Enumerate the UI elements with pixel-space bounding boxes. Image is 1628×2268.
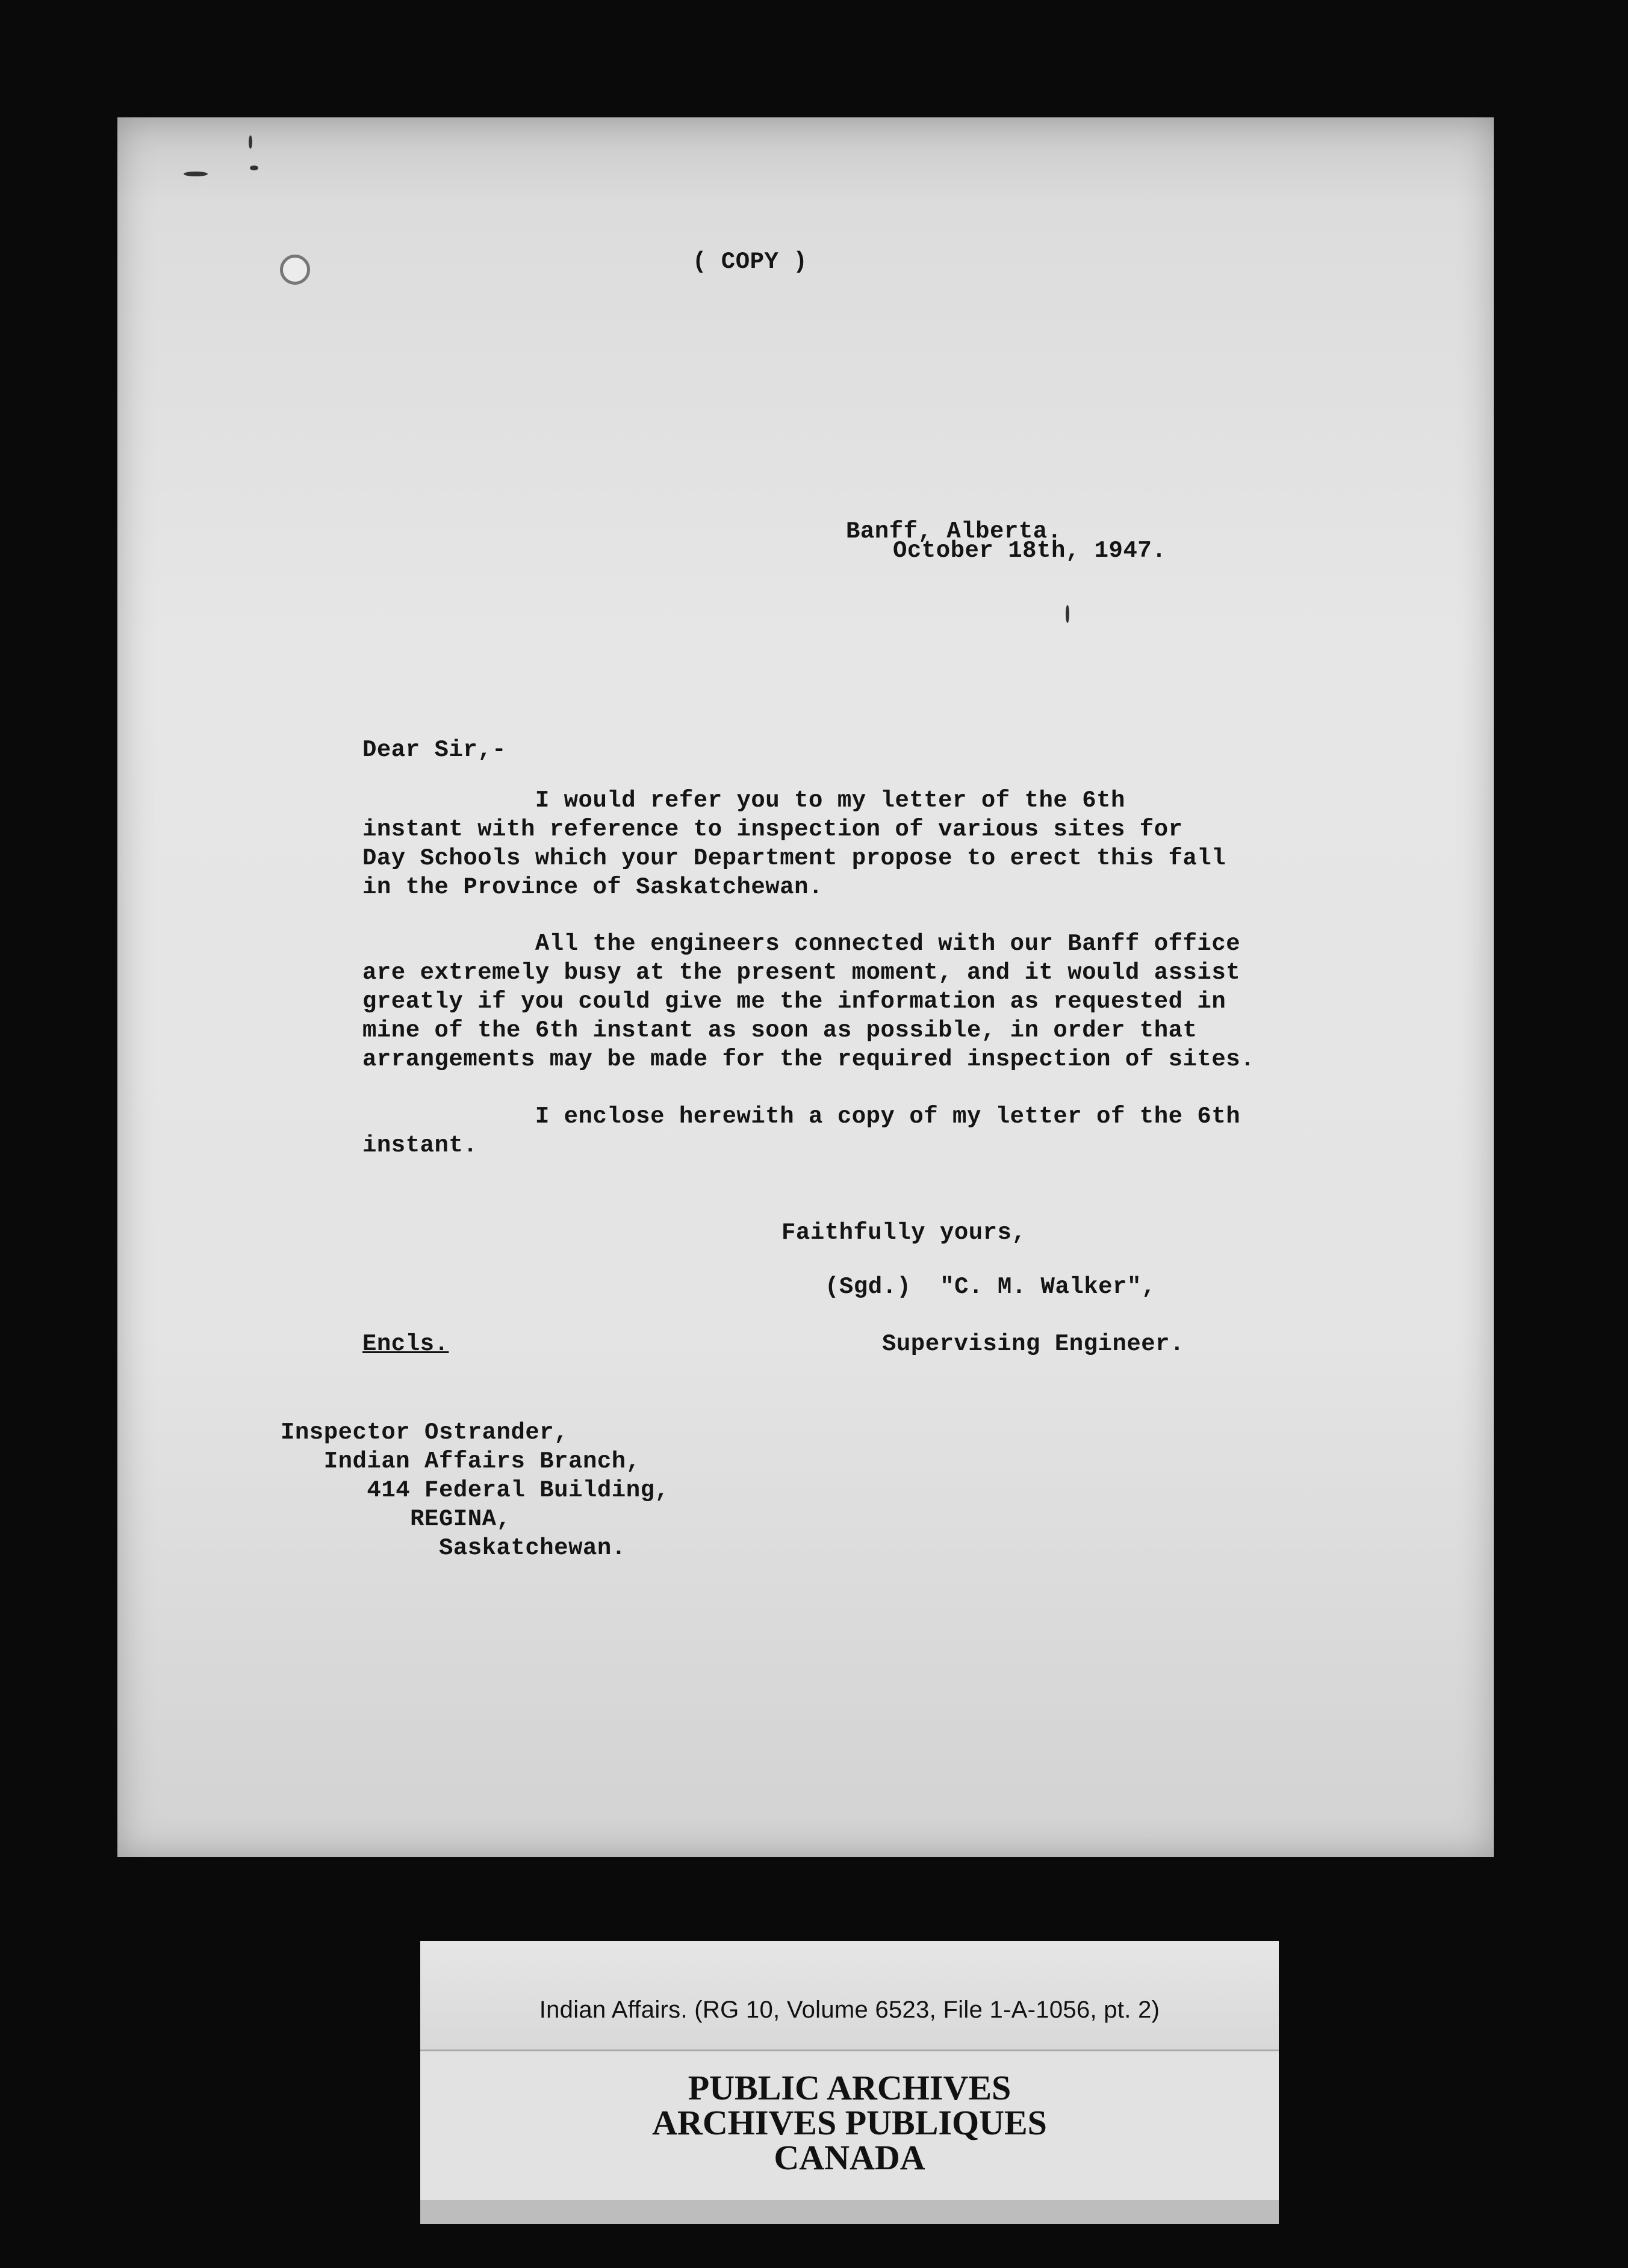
letter-place: Banff, Alberta. — [846, 518, 1062, 545]
paragraph-line: I would refer you to my letter of the 6th — [362, 787, 1125, 814]
archive-stamp-line: PUBLIC ARCHIVES — [688, 2068, 1011, 2107]
archive-label — [420, 1941, 1279, 2224]
archive-reference: Indian Affairs. (RG 10, Volume 6523, File 1-A-1056, pt. 2) — [539, 1997, 1160, 2023]
paragraph-line: All the engineers connected with our Banff office — [362, 931, 1241, 957]
paragraph-line: arrangements may be made for the required inspection of sites. — [362, 1046, 1255, 1073]
paragraph-line: Day Schools which your Department propose to erect this fall — [362, 845, 1226, 872]
punch-hole — [280, 255, 310, 285]
paragraph-line: are extremely busy at the present moment, and it would assist — [362, 959, 1241, 986]
closing: Faithfully yours, — [781, 1219, 1027, 1246]
speck — [249, 135, 252, 149]
address-line: 414 Federal Building, — [281, 1477, 670, 1504]
address-line: Saskatchewan. — [281, 1535, 626, 1561]
enclosures: Encls. — [362, 1331, 449, 1357]
paragraph-line: greatly if you could give me the information as requested in — [362, 988, 1226, 1015]
archive-stamp-line: CANADA — [774, 2138, 925, 2177]
archive-label-bottom — [420, 2200, 1279, 2224]
letter-date: October 18th, 1947. — [893, 538, 1167, 564]
address-line: REGINA, — [281, 1506, 511, 1532]
speck — [184, 172, 208, 176]
paragraph-line: instant. — [362, 1132, 478, 1159]
paragraph-line: instant with reference to inspection of various sites for — [362, 816, 1183, 843]
paragraph-line: mine of the 6th instant as soon as possible, in order that — [362, 1017, 1198, 1044]
speck — [250, 166, 258, 170]
salutation: Dear Sir,- — [362, 737, 507, 763]
paragraph-line: in the Province of Saskatchewan. — [362, 874, 823, 900]
speck — [1066, 605, 1069, 623]
archive-stamp — [420, 2068, 1279, 2177]
archive-stamp-line: ARCHIVES PUBLIQUES — [652, 2103, 1047, 2142]
address-line: Indian Affairs Branch, — [281, 1448, 641, 1475]
paragraph-line: I enclose herewith a copy of my letter of the 6th — [362, 1103, 1241, 1130]
signature: (Sgd.) "C. M. Walker", — [825, 1274, 1156, 1300]
copy-mark: ( COPY ) — [692, 249, 808, 275]
letter-page — [117, 117, 1494, 1857]
signer-title: Supervising Engineer. — [882, 1331, 1184, 1357]
address-line: Inspector Ostrander, — [281, 1419, 569, 1446]
